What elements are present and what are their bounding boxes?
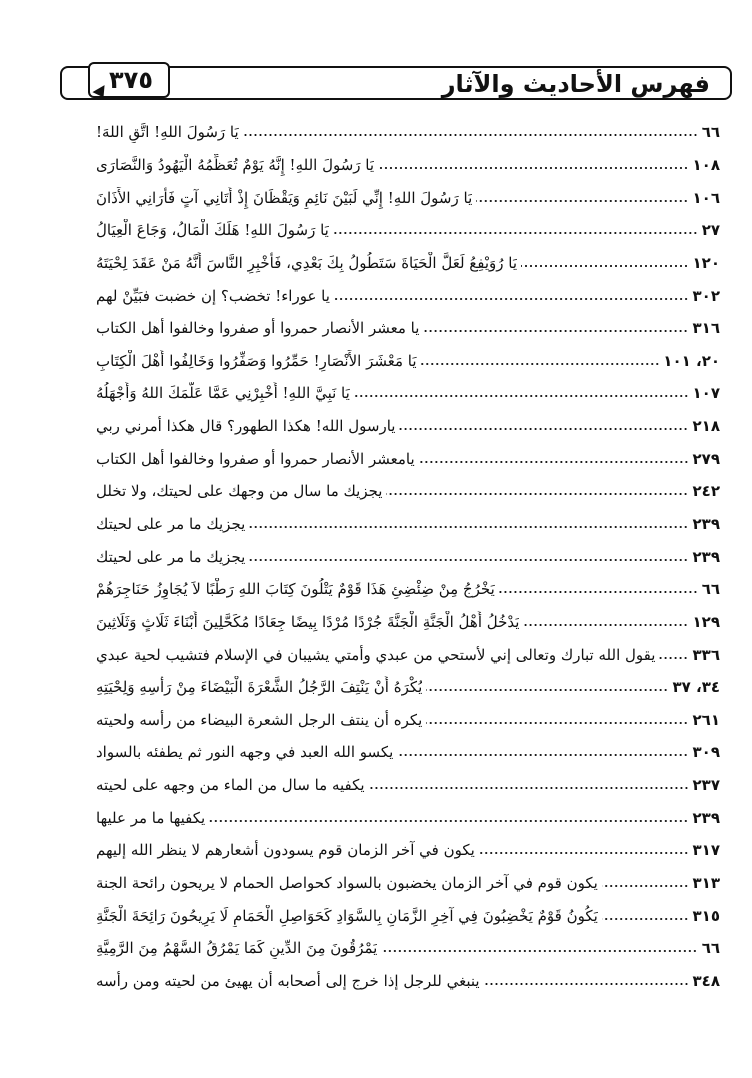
dot-leader: [476, 199, 688, 203]
entry-page-numbers: ٢٦١: [692, 710, 720, 729]
index-entry: [96, 606, 720, 639]
entry-text: يارسول الله! هكذا الطهور؟ قال هكذا أمرني ربي: [96, 417, 396, 436]
entry-text: ينبغي للرجل إذا خرج إلى أصحابه أن يهيئ من لحيته ومن رأسه: [96, 971, 480, 990]
entry-page-numbers: ٣٠٢: [692, 286, 720, 305]
entry-text: يَا رَسُولَ اللهِ! إِنَّهُ يَوْمٌ تُعَظِّمُهُ الْيَهُودُ وَالنَّصَارَى: [96, 155, 375, 174]
dot-leader: [484, 982, 689, 986]
index-entry: [96, 247, 720, 280]
entry-page-numbers: ٢٣٩: [692, 515, 720, 533]
index-entry: [96, 149, 720, 182]
entry-text: يكون قوم في آخر الزمان يخضبون بالسواد كحواصل الحمام لا يريحون رائحة الجنة: [96, 874, 598, 893]
index-entry: [96, 410, 720, 443]
entry-text: يقول الله تبارك وتعالى إني لأستحي من عبدي وأمتي يشيبان في الإسلام فتشيب لحية عبدي: [96, 645, 656, 664]
dot-leader: [421, 362, 660, 366]
entry-text: يَا رَسُولَ اللهِ! اتَّقِ اللهَ!: [96, 123, 239, 142]
index-entry: [96, 638, 720, 671]
entry-page-numbers: ٢٣٩: [692, 547, 720, 566]
index-entry: [96, 736, 720, 769]
entry-page-numbers: ٣١٧: [692, 841, 720, 860]
index-list: [96, 116, 720, 997]
index-entry: [96, 442, 720, 475]
entry-text: يَا نَبِيَّ اللهِ! أَخْبِرْنِي عَمَّا عَلَّمَكَ اللهُ وَأَجْهَلُهُ: [96, 384, 350, 403]
index-entry: [96, 932, 720, 965]
dot-leader: [333, 231, 698, 235]
entry-text: يكفيها ما مر عليها: [96, 808, 206, 827]
dot-leader: [479, 851, 689, 855]
entry-page-numbers: ١٢٠: [692, 253, 720, 272]
entry-text: يكره أن ينتف الرجل الشعرة البيضاء من رأسه ولحيته: [96, 710, 423, 729]
index-entry: [96, 181, 720, 214]
entry-text: يجزيك ما مر على لحيتك: [96, 515, 246, 533]
entry-page-numbers: ٢٣٧: [692, 776, 720, 795]
index-entry: [96, 116, 720, 149]
index-entry: [96, 377, 720, 410]
dot-leader: [369, 786, 689, 790]
entry-text: يَكُونُ قَوْمٌ يَخْضِبُونَ فِي آخِرِ الزَّمَانِ بِالسَّوَادِ كَحَوَاصِلِ الْحَمَامِ لَا يَرِيحُونَ رَائِحَةَ الْجَنَّةِ: [96, 906, 598, 925]
index-entry: [96, 344, 720, 377]
index-entry: [96, 312, 720, 345]
index-entry: [96, 508, 720, 541]
entry-text: يَخْرُجُ مِنْ ضِئْضِئِ هَذَا قَوْمٌ يَتْلُونَ كِتَابَ اللهِ رَطْبًا لاَ يُجَاوِزُ حَنَاجِرَهُمْ: [96, 580, 495, 599]
entry-text: يجزيك ما مر على لحيتك: [96, 547, 246, 566]
dot-leader: [602, 884, 689, 888]
entry-text: يَدْخُلُ أَهْلُ الْجَنَّةِ الْجَنَّةَ جُرْدًا مُرْدًا بِيضًا جِعَادًا مُكَحَّلِينَ أَبْنَاءَ ثَلَاثٍ وَثَلَاثِينَ: [96, 612, 520, 631]
entry-text: يا عوراء! تخضب؟ إن خضبت فبَيِّنْ لهم: [96, 286, 330, 305]
entry-page-numbers: ١٠٧: [692, 384, 720, 403]
dot-leader: [397, 753, 688, 757]
index-entry: [96, 769, 720, 802]
dot-leader: [354, 394, 689, 398]
entry-page-numbers: ٢٧: [701, 221, 720, 240]
dot-leader: [378, 166, 688, 170]
dot-leader: [602, 917, 689, 921]
entry-page-numbers: ٣٠٩: [692, 743, 720, 762]
entry-page-numbers: ١٠٦: [692, 188, 720, 207]
entry-page-numbers: ٦٦: [701, 123, 720, 142]
entry-text: يَا رَسُولَ اللهِ! إِنِّي لَبَيْنَ نَائِمٍ وَيَقْظَانَ إِذْ أَتَانِي آتٍ فَأَرَانِي الأَذَانَ: [96, 188, 473, 207]
entry-page-numbers: ٣١٦: [692, 319, 720, 338]
entry-text: يا معشر الأنصار حمروا أو صفروا وخالفوا أهل الكتاب: [96, 319, 420, 338]
entry-page-numbers: ٢١٨: [692, 417, 720, 436]
dot-leader: [426, 688, 668, 692]
entry-page-numbers: ٣١٣: [692, 874, 720, 893]
dot-leader: [426, 721, 688, 725]
entry-page-numbers: ٣٤، ٣٧: [672, 678, 720, 697]
entry-text: يَا رُوَيْفِعُ لَعَلَّ الْحَيَاةَ سَتَطُولُ بِكَ بَعْدِي، فَأَخْبِرِ النَّاسَ أَنَّهُ مَنْ عَقَدَ لِحْيَتَهُ: [96, 253, 518, 272]
dot-leader: [419, 460, 689, 464]
dot-leader: [249, 558, 688, 562]
entry-page-numbers: ٢٧٩: [692, 449, 720, 468]
entry-page-numbers: ٣٤٨: [692, 971, 720, 990]
entry-text: يامعشر الأنصار حمروا أو صفروا وخالفوا أهل الكتاب: [96, 449, 415, 468]
entry-page-numbers: ٣٣٦: [692, 645, 720, 664]
dot-leader: [334, 297, 689, 301]
index-entry: [96, 573, 720, 606]
index-entry: [96, 475, 720, 508]
dot-leader: [243, 133, 698, 137]
entry-page-numbers: ٦٦: [701, 939, 720, 958]
page-title: فهرس الأحاديث والآثار: [441, 70, 710, 98]
dot-leader: [386, 492, 688, 496]
entry-text: يَا مَعْشَرَ الأَنْصَارِ! حَمِّرُوا وَصَفِّرُوا وَخَالِفُوا أَهْلَ الْكِتَابِ: [96, 351, 417, 370]
entry-text: يجزيك ما سال من وجهك على لحيتك، ولا تخلل: [96, 482, 383, 501]
dot-leader: [209, 819, 688, 823]
index-entry: [96, 867, 720, 900]
dot-leader: [499, 590, 698, 594]
index-entry: [96, 899, 720, 932]
index-entry: [96, 671, 720, 704]
page-number: ٣٧٥: [109, 66, 153, 94]
entry-text: يَا رَسُولَ اللهِ! هَلَكَ الْمَالُ، وَجَاعَ الْعِيَالُ: [96, 221, 329, 240]
dot-leader: [249, 525, 688, 529]
entry-text: يَمْرُقُونَ مِنَ الدِّينِ كَمَا يَمْرُقُ السَّهْمُ مِنَ الرَّمِيَّةِ: [96, 939, 378, 958]
index-entry: [96, 540, 720, 573]
entry-text: يكسو الله العبد في وجهه النور ثم يطفئه بالسواد: [96, 743, 394, 762]
index-entry: [96, 214, 720, 247]
entry-page-numbers: ١٠٨: [692, 155, 720, 174]
entry-text: يكفيه ما سال من الماء من وجهه على لحيته: [96, 776, 365, 795]
dot-leader: [381, 949, 697, 953]
entry-page-numbers: ٦٦: [701, 580, 720, 599]
index-entry: [96, 834, 720, 867]
index-entry: [96, 801, 720, 834]
entry-page-numbers: ١٢٩: [692, 612, 720, 631]
page-number-tab: [88, 62, 170, 98]
index-entry: [96, 965, 720, 998]
dot-leader: [659, 656, 688, 660]
entry-text: يكون في آخر الزمان قوم يسودون أشعارهم لا ينظر الله إليهم: [96, 841, 475, 860]
dot-leader: [399, 427, 688, 431]
index-entry: [96, 279, 720, 312]
dot-leader: [523, 623, 688, 627]
entry-page-numbers: ٢٤٢: [692, 482, 720, 501]
entry-page-numbers: ٣١٥: [692, 906, 720, 925]
index-entry: [96, 704, 720, 737]
dot-leader: [521, 264, 689, 268]
entry-page-numbers: ٢٣٩: [692, 808, 720, 827]
dot-leader: [423, 329, 688, 333]
entry-text: يُكْرَهُ أَنْ يَنْتِفَ الرَّجُلُ الشَّعْرَةَ الْبَيْضَاءَ مِنْ رَأْسِهِ وَلِحْيَتِهِ: [96, 678, 423, 697]
entry-page-numbers: ٢٠، ١٠١: [663, 351, 720, 370]
